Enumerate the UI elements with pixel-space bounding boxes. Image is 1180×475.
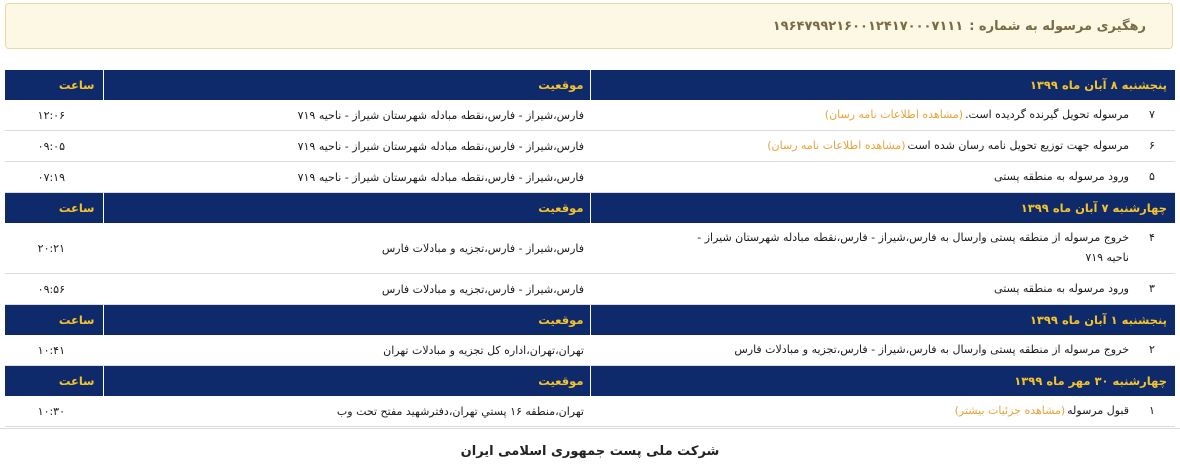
event-seq: ۷ xyxy=(1149,108,1155,121)
view-postman-info-link[interactable]: (مشاهده اطلاعات نامه رسان) xyxy=(767,139,906,152)
event-time: ۰۹:۵۶ xyxy=(5,274,103,305)
location-column-header: موقعیت xyxy=(103,193,590,224)
event-location: فارس،شیراز - فارس،تجزیه و مبادلات فارس xyxy=(103,274,590,305)
time-column-header: ساعت xyxy=(5,193,103,224)
footer xyxy=(0,428,1180,474)
time-column-header: ساعت xyxy=(5,305,103,336)
event-location: تهران،تهران،اداره کل تجزیه و مبادلات تهران xyxy=(103,335,590,366)
tracking-title: رهگیری مرسوله به شماره : xyxy=(969,18,1146,34)
location-column-header: موقعیت xyxy=(103,305,590,336)
table-row xyxy=(5,100,1175,131)
event-seq: ۲ xyxy=(1149,343,1155,356)
event-location: فارس،شیراز - فارس،تجزیه و مبادلات فارس xyxy=(103,223,590,274)
event-time: ۰۷:۱۹ xyxy=(5,162,103,193)
view-postman-info-link[interactable]: (مشاهده اطلاعات نامه رسان) xyxy=(824,108,964,121)
group-date: چهارشنبه ۷ آبان ماه ۱۳۹۹ xyxy=(590,193,1175,224)
table-row xyxy=(5,131,1175,162)
event-location: تهران،منطقه ۱۶ پستي تهران،دفترشهید مفتح تحت وب xyxy=(103,396,590,427)
group-date: پنجشنبه ۸ آبان ماه ۱۳۹۹ xyxy=(590,70,1175,100)
table-row xyxy=(5,162,1175,193)
date-group-header xyxy=(5,305,1175,336)
event-desc: خروج مرسوله از منطقه پستی وارسال به فارس،شیراز - فارس،تجزیه و مبادلات فارس xyxy=(734,343,1129,356)
event-time: ۲۰:۲۱ xyxy=(5,223,103,274)
event-location: فارس،شیراز - فارس،نقطه مبادله شهرستان شیراز - ناحیه ۷۱۹ xyxy=(103,131,590,162)
event-time: ۱۰:۳۰ xyxy=(5,396,103,427)
event-desc: مرسوله تحویل گیرنده گردیده است. xyxy=(965,108,1129,121)
table-row xyxy=(5,274,1175,305)
location-column-header: موقعیت xyxy=(103,366,590,397)
tracking-header xyxy=(5,3,1173,49)
tracking-number: ۱۹۶۴۷۹۹۲۱۶۰۰۱۲۴۱۷۰۰۰۷۱۱۱ xyxy=(772,18,964,34)
event-seq: ۵ xyxy=(1149,170,1155,183)
event-seq: ۶ xyxy=(1149,139,1155,152)
event-desc: مرسوله جهت توزیع تحویل نامه رسان شده است xyxy=(907,139,1129,152)
location-column-header: موقعیت xyxy=(103,70,590,100)
event-seq: ۳ xyxy=(1149,282,1155,295)
date-group-header xyxy=(5,70,1175,100)
group-date: چهارشنبه ۳۰ مهر ماه ۱۳۹۹ xyxy=(590,366,1175,397)
table-row xyxy=(5,223,1175,274)
view-more-details-link[interactable]: (مشاهده جزئیات بیشتر) xyxy=(954,404,1066,417)
time-column-header: ساعت xyxy=(5,366,103,397)
event-seq: ۱ xyxy=(1149,404,1155,417)
date-group-header xyxy=(5,193,1175,224)
time-column-header: ساعت xyxy=(5,70,103,100)
event-desc: قبول مرسوله xyxy=(1067,404,1129,417)
event-time: ۱۲:۰۶ xyxy=(5,100,103,131)
event-time: ۱۰:۴۱ xyxy=(5,335,103,366)
event-desc: خروج مرسوله از منطقه پستی وارسال به فارس،شیراز - فارس،نقطه مبادله شهرستان شیراز - ناحیه ۷۱۹ xyxy=(697,231,1129,264)
event-location: فارس،شیراز - فارس،نقطه مبادله شهرستان شیراز - ناحیه ۷۱۹ xyxy=(103,162,590,193)
tracking-table xyxy=(5,70,1175,427)
date-group-header xyxy=(5,366,1175,397)
event-seq: ۴ xyxy=(1149,231,1155,244)
event-location: فارس،شیراز - فارس،نقطه مبادله شهرستان شیراز - ناحیه ۷۱۹ xyxy=(103,100,590,131)
event-desc: ورود مرسوله به منطقه پستی xyxy=(994,170,1129,183)
group-date: پنجشنبه ۱ آبان ماه ۱۳۹۹ xyxy=(590,305,1175,336)
footer-text: شرکت ملی پست جمهوری اسلامی ایران xyxy=(460,444,720,459)
table-row xyxy=(5,396,1175,427)
event-desc: ورود مرسوله به منطقه پستی xyxy=(994,282,1129,295)
event-time: ۰۹:۰۵ xyxy=(5,131,103,162)
table-row xyxy=(5,335,1175,366)
